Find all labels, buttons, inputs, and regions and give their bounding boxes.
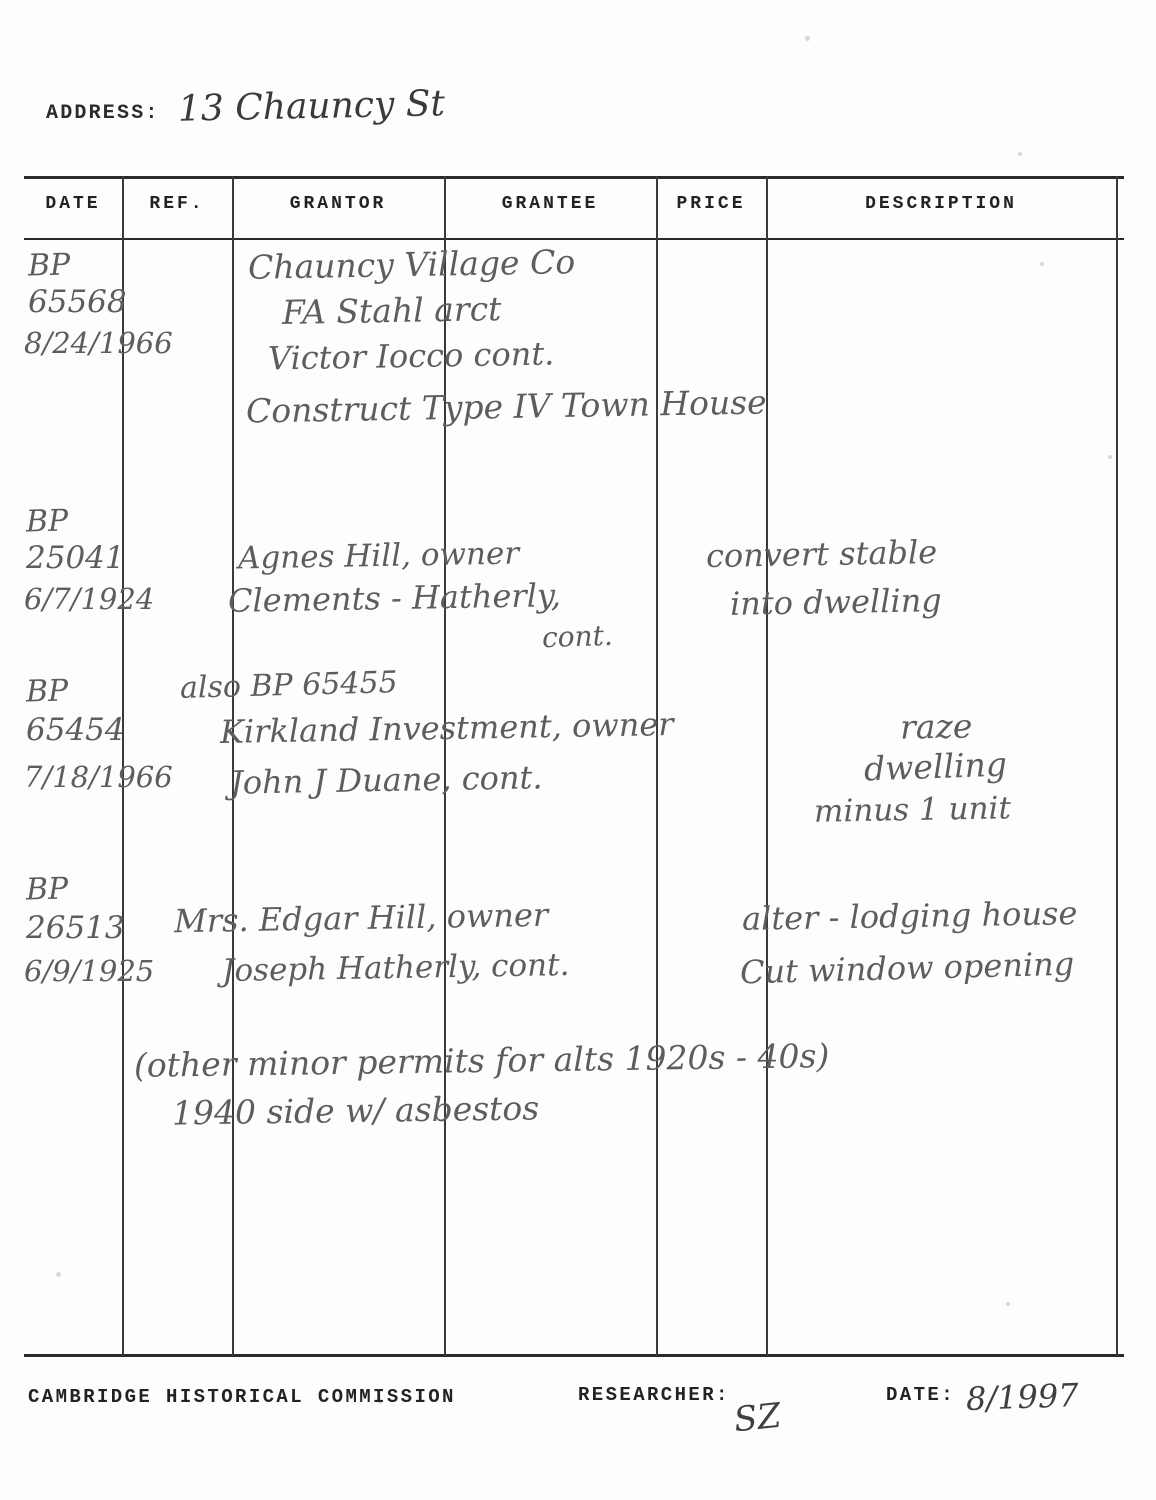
footer-organization: CAMBRIDGE HISTORICAL COMMISSION: [28, 1386, 456, 1408]
form-footer: [24, 1372, 1124, 1442]
entry-grantor-line: Clements - Hatherly,: [227, 576, 562, 620]
scan-speck: [805, 36, 810, 41]
column-divider-price: [766, 176, 768, 1356]
entry-grantor-line: Kirkland Investment, owner: [219, 705, 674, 751]
column-header-date: DATE: [45, 194, 101, 214]
entry-grantor-line: Victor Iocco cont.: [267, 334, 555, 378]
table-bottom-border: [24, 1354, 1124, 1357]
entry-grantor-line: Chauncy Village Co: [247, 242, 576, 287]
entry-ref-number: 26513: [26, 910, 125, 946]
entry-description-line: Cut window opening: [739, 944, 1075, 992]
entry-ref-type: BP: [25, 673, 69, 710]
entry-ref-type: BP: [27, 247, 71, 284]
entry-description-line: minus 1 unit: [813, 790, 1012, 830]
column-header-description: DESCRIPTION: [865, 194, 1017, 214]
entry-date: 8/24/1966: [24, 326, 173, 360]
entry-grantor-line: FA Stahl arct: [281, 289, 502, 332]
entry-description-line: convert stable: [705, 532, 938, 576]
note-line: 1940 side w/ asbestos: [171, 1088, 540, 1133]
entry-grantor-line: Joseph Hatherly, cont.: [221, 946, 570, 990]
entry-ref-number: 65454: [26, 712, 125, 748]
column-header-price: PRICE: [676, 194, 746, 214]
entry-description-line: raze: [899, 706, 973, 747]
entry-description-line: alter - lodging house: [741, 894, 1078, 938]
footer-researcher-label: RESEARCHER:: [578, 1384, 730, 1406]
entry-grantor-line: Construct Type IV Town House: [245, 382, 767, 431]
table-right-border: [1116, 176, 1118, 1356]
records-table: [24, 176, 1124, 1356]
entry-description-line: into dwelling: [729, 581, 943, 623]
footer-researcher-value: SZ: [732, 1395, 783, 1441]
entry-grantor-line: cont.: [541, 618, 614, 655]
entry-grantor-line: John J Duane, cont.: [229, 758, 543, 802]
footer-date-value: 8/1997: [965, 1376, 1080, 1418]
column-header-grantor: GRANTOR: [289, 194, 387, 214]
entry-grantor-line: Agnes Hill, owner: [237, 535, 520, 577]
entry-date: 6/7/1924: [24, 582, 155, 616]
entry-ref-number: 65568: [28, 284, 127, 320]
footer-date-label: DATE:: [886, 1384, 956, 1406]
entry-ref-note: also BP 65455: [179, 665, 399, 706]
address-value: 13 Chauncy St: [177, 83, 445, 130]
scan-speck: [1018, 152, 1022, 156]
entry-description-line: dwelling: [863, 744, 1008, 789]
entry-ref-type: BP: [25, 503, 69, 540]
address-row: [46, 83, 445, 130]
column-header-ref: REF.: [149, 194, 205, 214]
table-top-border: [24, 176, 1124, 179]
entry-date: 7/18/1966: [24, 760, 173, 794]
column-header-grantee: GRANTEE: [501, 194, 599, 214]
entry-ref-type: BP: [25, 871, 69, 908]
entry-ref-number: 25041: [26, 540, 125, 576]
column-divider-grantee: [656, 176, 658, 1356]
header-separator: [24, 238, 1124, 240]
address-label: ADDRESS:: [46, 102, 160, 125]
entry-date: 6/9/1925: [24, 954, 155, 988]
entry-grantor-line: Mrs. Edgar Hill, owner: [173, 895, 549, 941]
note-line: (other minor permits for alts 1920s - 40s): [133, 1036, 830, 1085]
